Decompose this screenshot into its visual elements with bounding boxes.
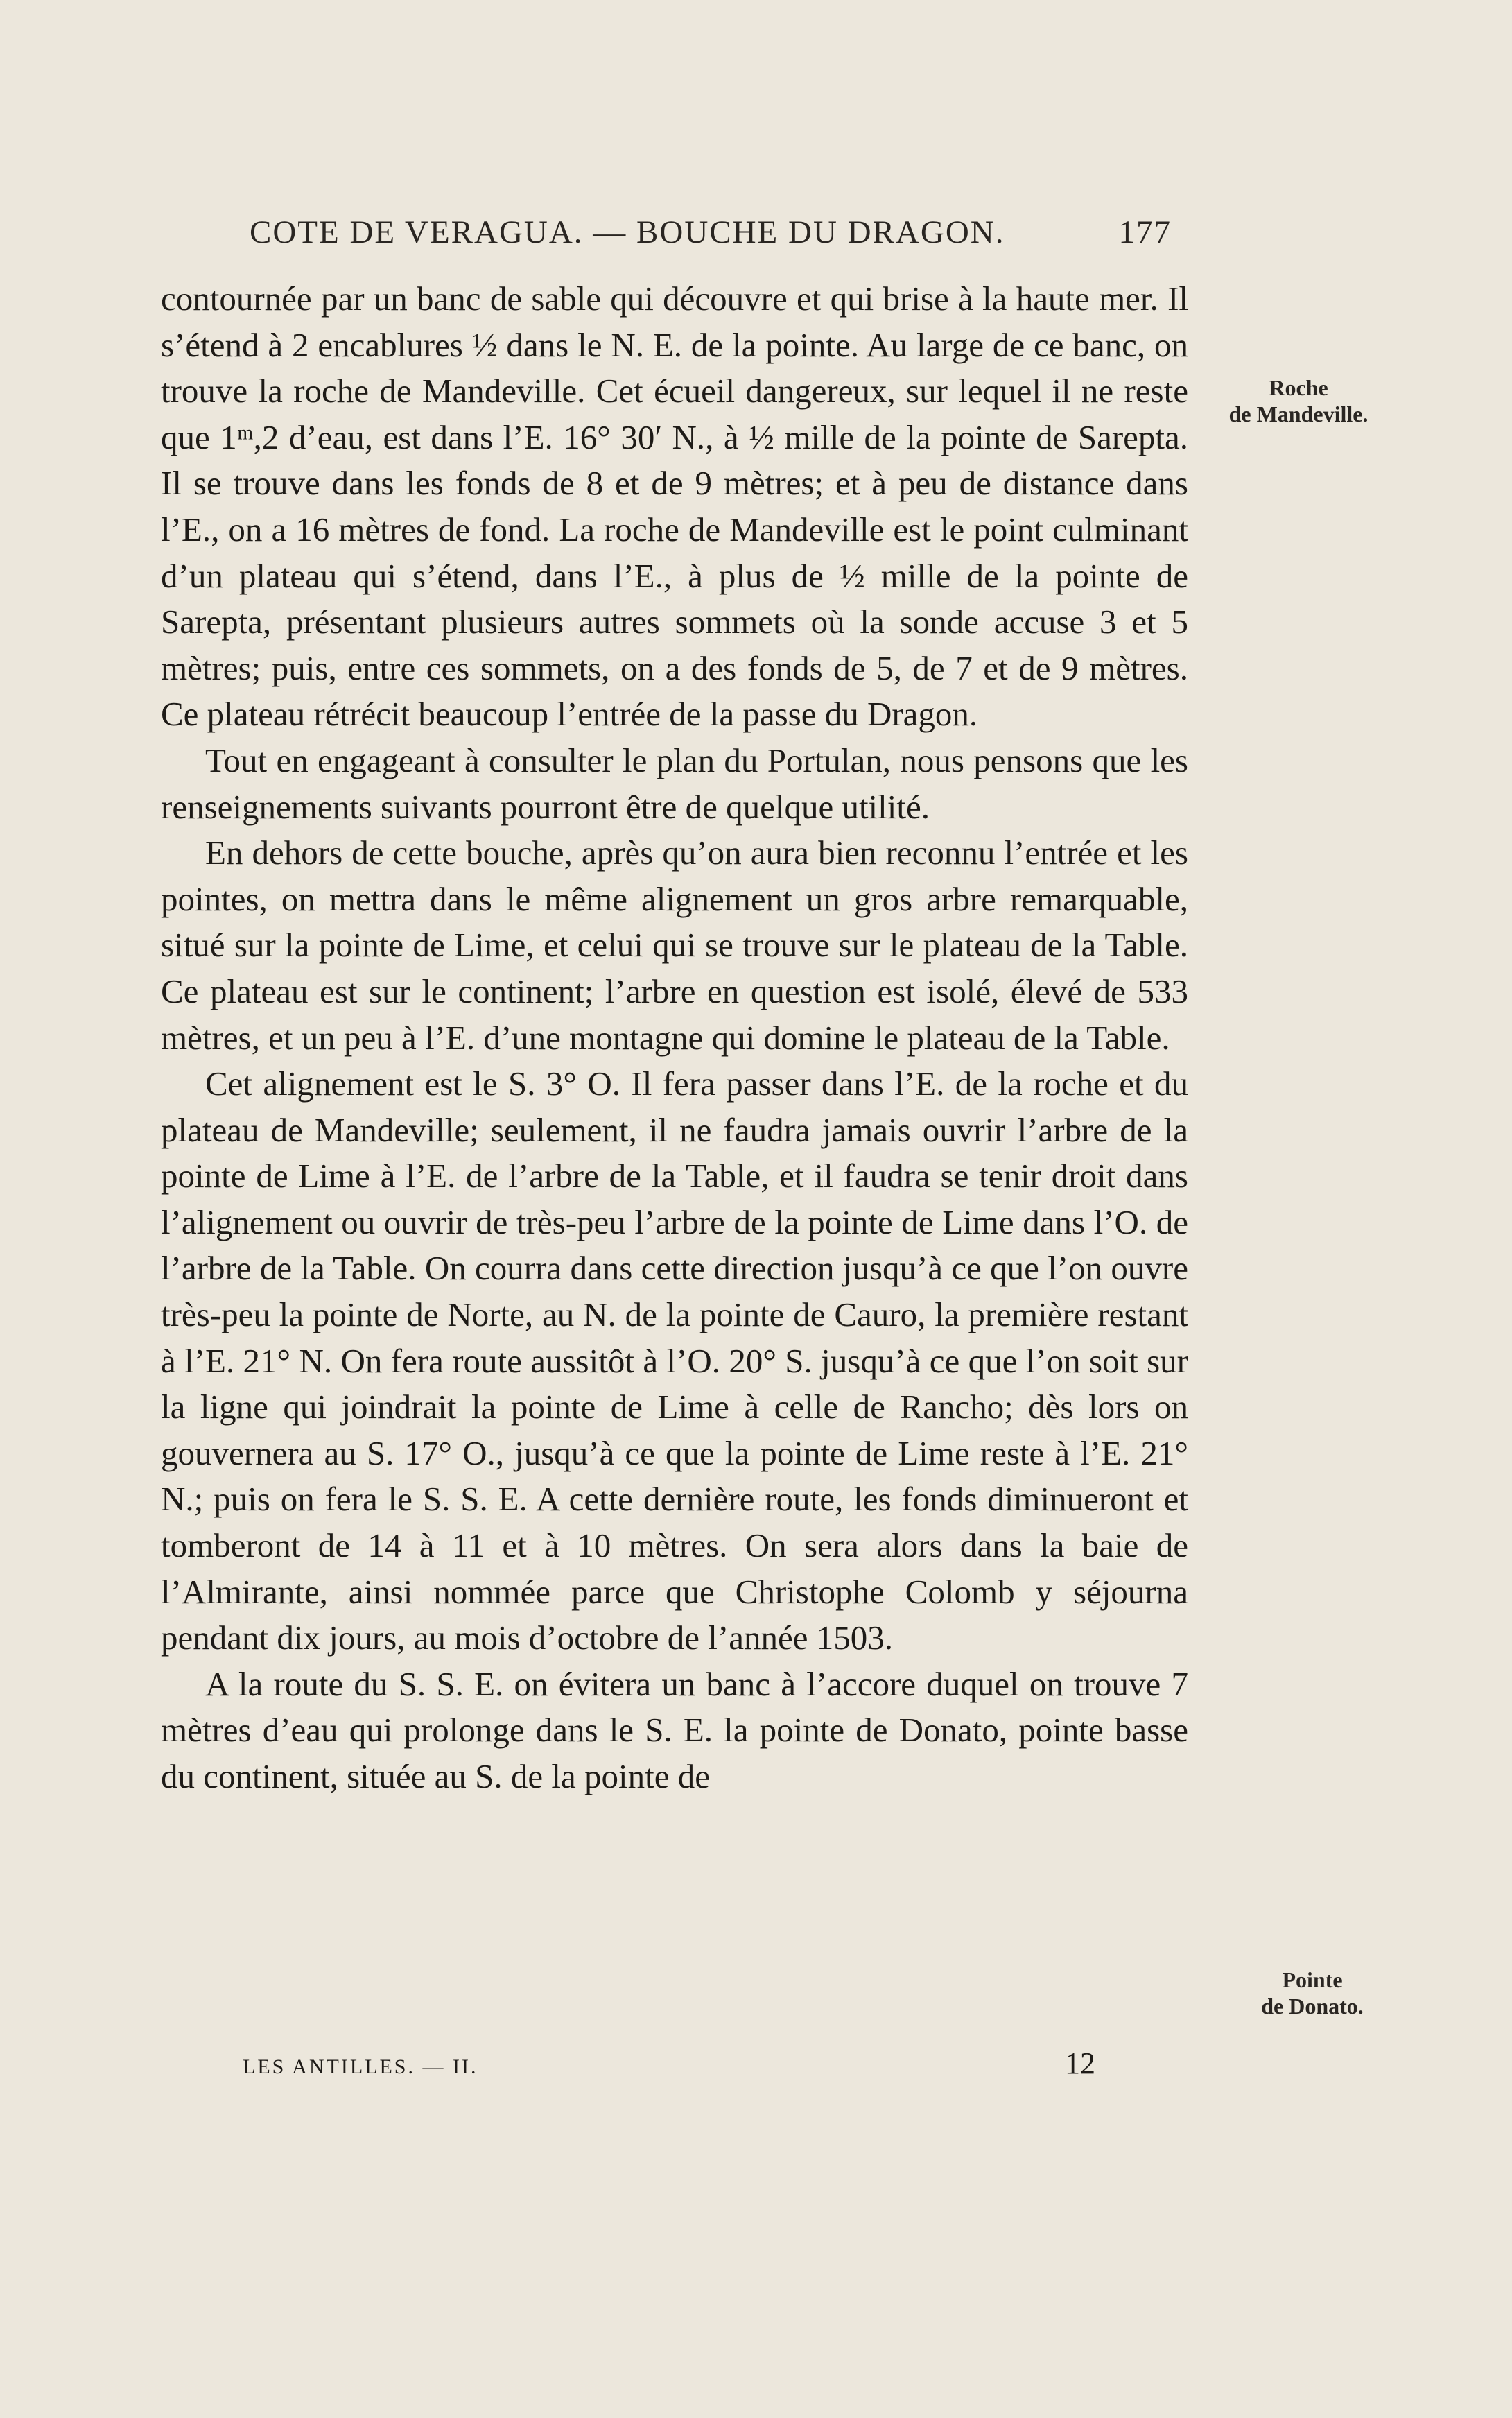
paragraph-4: Cet alignement est le S. 3° O. Il fera passer dans l’E. de la roche et du plateau de Mandeville; seulement, il ne faudra jamais ouvrir l’arbre de la pointe de Lime à l’E. de l’arbre de la Table, et il faudra se tenir droit dans l’alignement ou ouvrir de très-peu l’arbre de la pointe de Lime dans l’O. de l’arbre de la Table. On courra dans cette direction jusqu’à ce que l’on ouvre très-peu la pointe de Norte, au N. de la pointe de Cauro, la première restant à l’E. 21° N. On fera route aussitôt à l’O. 20° S. jusqu’à ce que l’on soit sur la ligne qui joindrait la pointe de Lime à celle de Rancho; dès lors on gouvernera au S. 17° O., jusqu’à ce que la pointe de Lime reste à l’E. 21° N.; puis on fera le S. S. E. A cette dernière route, les fonds diminueront et tomberont de 14 à 11 et à 10 mètres. On sera alors dans la baie de l’Almirante, ainsi nommée parce que Christophe Colomb y séjourna pendant dix jours, au mois d’octobre de l’année 1503. — [161, 1064, 1188, 1657]
paragraph-3: En dehors de cette bouche, après qu’on aura bien reconnu l’entrée et les pointes, on mettra dans le même alignement un gros arbre remarquable, situé sur la pointe de Lime, et celui qui se trouve sur le plateau de la Table. Ce plateau est sur le continent; l’arbre en question est isolé, élevé de 533 mètres, et un peu à l’E. d’une montagne qui domine le plateau de la Table. — [161, 834, 1188, 1057]
margin-note-line: Roche — [1269, 375, 1328, 400]
running-title: COTE DE VERAGUA. — BOUCHE DU DRAGON. — [250, 214, 1005, 250]
sheet-number: 12 — [1065, 2046, 1095, 2080]
paragraph-1: contournée par un banc de sable qui découvre et qui brise à la haute mer. Il s’étend à 2 encablures ½ dans le N. E. de la pointe. Au large de ce banc, on trouve la roche de Mandeville. Cet écueil dangereux, sur lequel il ne reste que 1ᵐ,2 d’eau, est dans l’E. 16° 30′ N., à ½ mille de la pointe de Sarepta. Il se trouve dans les fonds de 8 et de 9 mètres; et à peu de distance dans l’E., on a 16 mètres de fond. La roche de Mandeville est le point culminant d’un plateau qui s’étend, dans l’E., à plus de ½ mille de la pointe de Sarepta, présentant plusieurs autres sommets où la sonde accuse 3 et 5 mètres; puis, entre ces sommets, on a des fonds de 5, de 7 et de 9 mètres. Ce plateau rétrécit beaucoup l’entrée de la passe du Dragon. — [161, 279, 1188, 734]
margin-note-pointe-donato — [1226, 1967, 1399, 2019]
page-footer — [243, 2046, 1095, 2081]
margin-note-line: Pointe — [1282, 1967, 1343, 1992]
body-text — [161, 276, 1188, 1800]
signature-mark: LES ANTILLES. — II. — [243, 2055, 478, 2078]
page-number: 177 — [1118, 214, 1172, 250]
margin-note-roche-mandeville — [1212, 374, 1385, 427]
paragraph-2: Tout en engageant à consulter le plan du Portulan, nous pensons que les renseignements suivants pourront être de quelque utilité. — [161, 741, 1188, 826]
margin-note-line: de Mandeville. — [1228, 401, 1368, 426]
paragraph-5: A la route du S. S. E. on évitera un banc à l’accore duquel on trouve 7 mètres d’eau qui prolonge dans le S. E. la pointe de Donato, pointe basse du continent, située au S. de la pointe de — [161, 1664, 1188, 1795]
running-header — [250, 214, 1172, 251]
margin-note-line: de Donato. — [1261, 1994, 1364, 2019]
